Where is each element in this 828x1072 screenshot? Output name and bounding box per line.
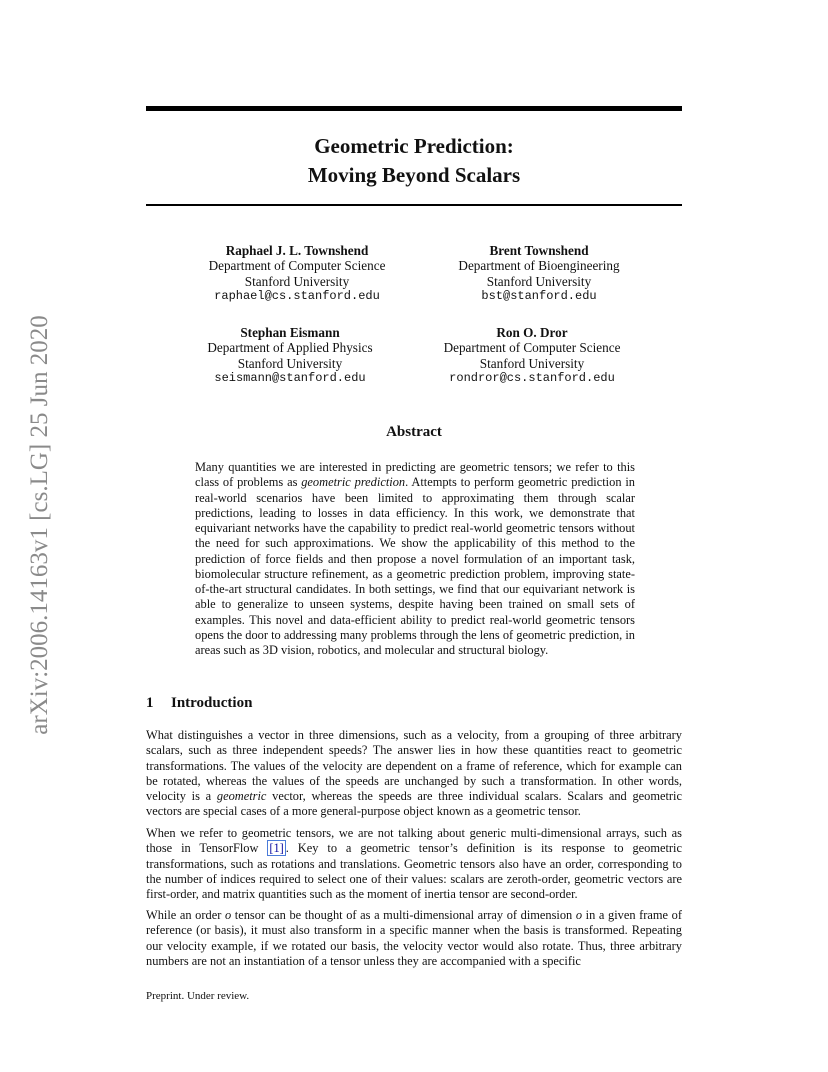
math-variable-o: o	[575, 908, 583, 922]
paragraph-text: When we refer to geometric tensors, we are not talking about generic multi-dimensional arrays, such as those in TensorFlow	[146, 826, 682, 856]
abstract-heading: Abstract	[386, 424, 442, 440]
section-number: 1	[146, 695, 154, 711]
author-name: Stephan Eismann	[240, 325, 340, 340]
author-department: Department of Applied Physics	[207, 340, 373, 356]
author-email[interactable]: bst@stanford.edu	[481, 288, 597, 303]
author-department: Department of Computer Science	[208, 258, 386, 274]
title-top-rule	[146, 106, 682, 111]
section-title: Introduction	[171, 695, 253, 711]
author-block-eismann	[165, 325, 415, 386]
paragraph-text: vector, whereas the speeds are three individual scalars. Scalars and geometric vectors are special cases of a more general-purpose object known as a geometric tensor.	[146, 789, 682, 819]
title-line-2: Moving Beyond Scalars	[307, 163, 521, 187]
paragraph-1	[146, 728, 682, 820]
abstract-emphasis: geometric prediction	[301, 475, 406, 490]
paragraph-emphasis: geometric	[216, 789, 267, 803]
footer-note: Preprint. Under review.	[146, 990, 250, 1002]
section-heading	[146, 695, 252, 712]
author-department: Department of Bioengineering	[458, 258, 620, 274]
paragraph-text: While an order	[146, 908, 225, 922]
author-block-townshend-raphael	[172, 243, 422, 304]
abstract-text: Many quantities we are interested in predicting are geometric tensors; we refer to this class of problems as	[195, 460, 635, 490]
paragraph-3	[146, 908, 682, 969]
paragraph-text: What distinguishes a vector in three dimensions, such as a velocity, from a grouping of three arbitrary scalars, such as three independent speeds? The answer lies in how these quantities react to geometric transformations. The values of the velocity are dependent on a frame of reference, which for example can be rotated, whereas the values of the speeds are unchanged by such a transformation. In other words, velocity is a	[146, 728, 682, 803]
arxiv-identifier-stamp: arXiv:2006.14163v1 [cs.LG] 25 Jun 2020	[26, 315, 53, 735]
author-email[interactable]: rondror@cs.stanford.edu	[449, 370, 615, 385]
author-department: Department of Computer Science	[443, 340, 621, 356]
math-variable-o: o	[224, 908, 232, 922]
paragraph-text: in a given frame of reference (or basis), it must also transform in a specific manner when the basis is transformed. Repeating our velocity example, if we rotated our basis, the velocity vector would also rotate. Thus, three arbitrary numbers are not an instantiation of a tensor unless they are accompanied with a specific	[146, 908, 682, 968]
author-university: Stanford University	[244, 273, 350, 289]
author-university: Stanford University	[479, 355, 585, 371]
author-university: Stanford University	[486, 273, 592, 289]
abstract-text: . Attempts to perform geometric prediction in real-world scenarios have been limited to approximating them through scalar predictions, leading to losses in data efficiency. In this work, we demonstrate that equivariant networks have the capability to predict real-world geometric tensors without the need for such approximations. We show the applicability of this method to the prediction of force fields and then propose a novel formulation of an important task, biomolecular structure refinement, as a geometric prediction problem, improving state-of-the-art structural candidates. In both settings, we find that our equivariant network is able to generalize to unseen systems, despite having been trained on small sets of examples. This novel and data-efficient ability to predict real-world geometric tensors opens the door to addressing many problems through the lens of geometric prediction, in areas such as 3D vision, robotics, and molecular and structural biology.	[195, 475, 635, 657]
paragraph-2	[146, 826, 682, 902]
title-bottom-rule	[146, 204, 682, 206]
paragraph-text: . Key to a geometric tensor’s definition is its response to geometric transformations, such as rotations and translations. Geometric tensors also have an order, corresponding to the number of indices required to select one of their values: scalars are zeroth-order, geometric vectors are first-order, and matrix quantities such as the moment of inertia tensor are second-order.	[146, 841, 682, 901]
author-name: Ron O. Dror	[496, 325, 568, 340]
abstract-body	[195, 460, 635, 658]
author-university: Stanford University	[237, 355, 343, 371]
author-block-dror	[407, 325, 657, 386]
author-name: Brent Townshend	[489, 243, 589, 258]
author-block-townshend-brent	[414, 243, 664, 304]
author-email[interactable]: raphael@cs.stanford.edu	[214, 288, 380, 303]
title-line-1: Geometric Prediction:	[314, 134, 514, 158]
paragraph-text: tensor can be thought of as a multi-dimensional array of dimension	[231, 908, 576, 922]
citation-link[interactable]: [1]	[269, 841, 284, 856]
author-email[interactable]: seismann@stanford.edu	[214, 370, 366, 385]
author-name: Raphael J. L. Townshend	[225, 243, 369, 258]
paper-title	[146, 132, 682, 190]
